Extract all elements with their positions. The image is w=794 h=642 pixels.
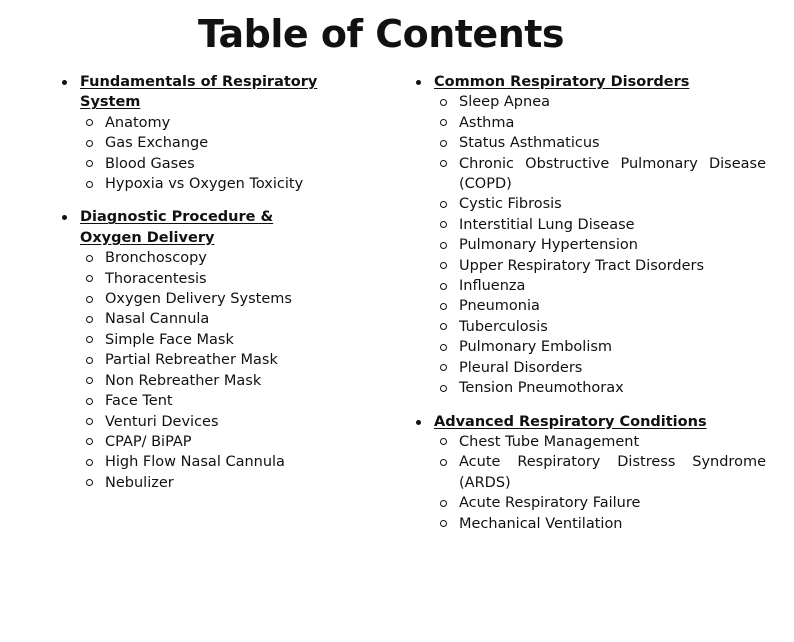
circle-bullet-icon [438,317,459,331]
circle-bullet-icon [84,269,105,283]
section-heading-label: Common Respiratory Disorders [434,74,690,90]
list-item: Chronic Obstructive Pulmonary Disease (COPD) [438,154,766,195]
circle-bullet-icon [84,452,105,466]
circle-bullet-icon [84,154,105,168]
section-heading [60,72,360,113]
list-item: Pulmonary Hypertension [438,235,766,255]
circle-bullet-icon [84,133,105,147]
section-diagnostic [60,207,360,493]
list-item: Blood Gases [84,154,360,174]
left-column [60,72,360,506]
section-item-list [414,432,766,534]
circle-bullet-icon [84,391,105,405]
list-item: Gas Exchange [84,133,360,153]
bullet-icon [60,207,80,220]
list-item: Sleep Apnea [438,92,766,112]
circle-bullet-icon [438,358,459,372]
list-item: Partial Rebreather Mask [84,350,360,370]
list-item: Simple Face Mask [84,330,360,350]
circle-bullet-icon [84,432,105,446]
right-column [414,72,766,547]
circle-bullet-icon [84,248,105,262]
list-item: Acute Respiratory Failure [438,493,766,513]
section-advanced-conditions [414,412,766,534]
circle-bullet-icon [84,330,105,344]
list-item: Acute Respiratory Distress Syndrome (ARDS) [438,452,766,493]
list-item: Mechanical Ventilation [438,514,766,534]
list-item: Venturi Devices [84,412,360,432]
section-heading-label: Fundamentals of Respiratory System [80,74,318,111]
circle-bullet-icon [438,432,459,446]
circle-bullet-icon [84,309,105,323]
list-item: Influenza [438,276,766,296]
bullet-icon [414,412,434,425]
circle-bullet-icon [438,337,459,351]
circle-bullet-icon [438,378,459,392]
list-item: Thoracentesis [84,269,360,289]
section-item-list [60,113,360,195]
section-heading [60,207,360,248]
list-item: Tension Pneumothorax [438,378,766,398]
circle-bullet-icon [438,194,459,208]
circle-bullet-icon [84,371,105,385]
list-item: Hypoxia vs Oxygen Toxicity [84,174,360,194]
list-item: Interstitial Lung Disease [438,215,766,235]
list-item: Pleural Disorders [438,358,766,378]
circle-bullet-icon [84,473,105,487]
section-common-disorders [414,72,766,399]
list-item: Upper Respiratory Tract Disorders [438,256,766,276]
list-item: Bronchoscopy [84,248,360,268]
list-item: Cystic Fibrosis [438,194,766,214]
list-item: CPAP/ BiPAP [84,432,360,452]
list-item: Nasal Cannula [84,309,360,329]
circle-bullet-icon [438,276,459,290]
list-item: Chest Tube Management [438,432,766,452]
circle-bullet-icon [438,92,459,106]
circle-bullet-icon [438,215,459,229]
circle-bullet-icon [84,412,105,426]
section-item-list [60,248,360,493]
circle-bullet-icon [438,514,459,528]
circle-bullet-icon [438,235,459,249]
circle-bullet-icon [438,256,459,270]
bullet-icon [414,72,434,85]
section-heading [414,72,766,92]
list-item: Pneumonia [438,296,766,316]
section-fundamentals [60,72,360,194]
section-heading-label: Advanced Respiratory Conditions [434,413,707,430]
circle-bullet-icon [438,452,459,466]
circle-bullet-icon [438,113,459,127]
list-item: Tuberculosis [438,317,766,337]
circle-bullet-icon [84,350,105,364]
page-title: Table of Contents [197,12,565,56]
list-item: High Flow Nasal Cannula [84,452,360,472]
list-item: Asthma [438,113,766,133]
circle-bullet-icon [438,493,459,507]
section-item-list [414,92,766,398]
bullet-icon [60,72,80,85]
section-heading [414,412,766,432]
circle-bullet-icon [438,154,459,168]
circle-bullet-icon [438,133,459,147]
section-heading-label: Diagnostic Procedure & Oxygen Delivery [80,209,274,246]
list-item: Status Asthmaticus [438,133,766,153]
list-item: Anatomy [84,113,360,133]
list-item: Nebulizer [84,473,360,493]
list-item: Oxygen Delivery Systems [84,289,360,309]
circle-bullet-icon [84,113,105,127]
list-item: Face Tent [84,391,360,411]
circle-bullet-icon [84,289,105,303]
circle-bullet-icon [438,296,459,310]
list-item: Pulmonary Embolism [438,337,766,357]
circle-bullet-icon [84,174,105,188]
list-item: Non Rebreather Mask [84,371,360,391]
